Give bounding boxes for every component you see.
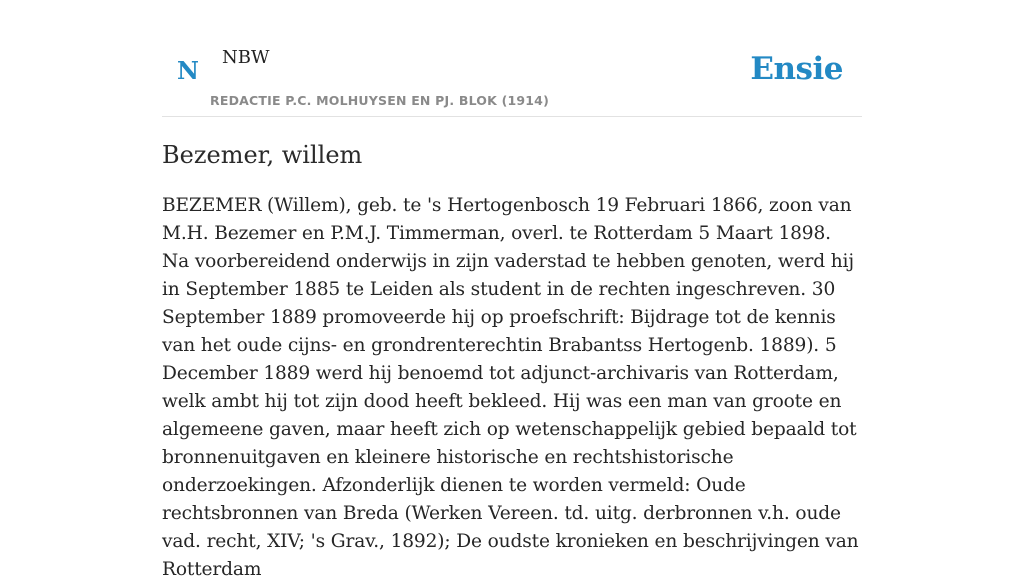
source-name[interactable]: NBW bbox=[222, 47, 270, 68]
article-body: BEZEMER (Willem), geb. te 's Hertogenbosch 19 Februari 1866, zoon van M.H. Bezemer en P.M.J. Timmerman, overl. te Rotterdam 5 Maart 1898. Na voorbereidend onderwijs in zijn vaderstad te hebben genoten, werd hij in September 1885 te Leiden als student in de rechten ingeschreven. 30 September 1889 promoveerde hij op proefschrift: Bijdrage tot de kennis van het oude cijns- en grondrenterechtin Brabantss Hertogenb. 1889). 5 December 1889 werd hij benoemd tot adjunct-archivaris van Rotterdam, welk ambt hij tot zijn dood heeft bekleed. Hij was een man van groote en algemeene gaven, maar heeft zich op wetenschappelijk gebied bepaald tot bronnenuitgaven en kleinere historische en rechtshistorische onderzoekingen. Afzonderlijk dienen te worden vermeld: Oude rechtsbronnen van Breda (Werken Vereen. td. uitg. derbronnen v.h. oude vad. recht, XIV; 's Grav., 1892); De oudste kronieken en beschrijvingen van Rotterdam bbox=[162, 195, 859, 580]
article-title: Bezemer, willem bbox=[162, 141, 363, 169]
brand-logo[interactable]: Ensie bbox=[750, 51, 843, 87]
site-header bbox=[162, 0, 862, 117]
source-editors: REDACTIE P.C. MOLHUYSEN EN PJ. BLOK (1914) bbox=[210, 93, 549, 108]
source-logo[interactable]: N bbox=[177, 56, 199, 85]
